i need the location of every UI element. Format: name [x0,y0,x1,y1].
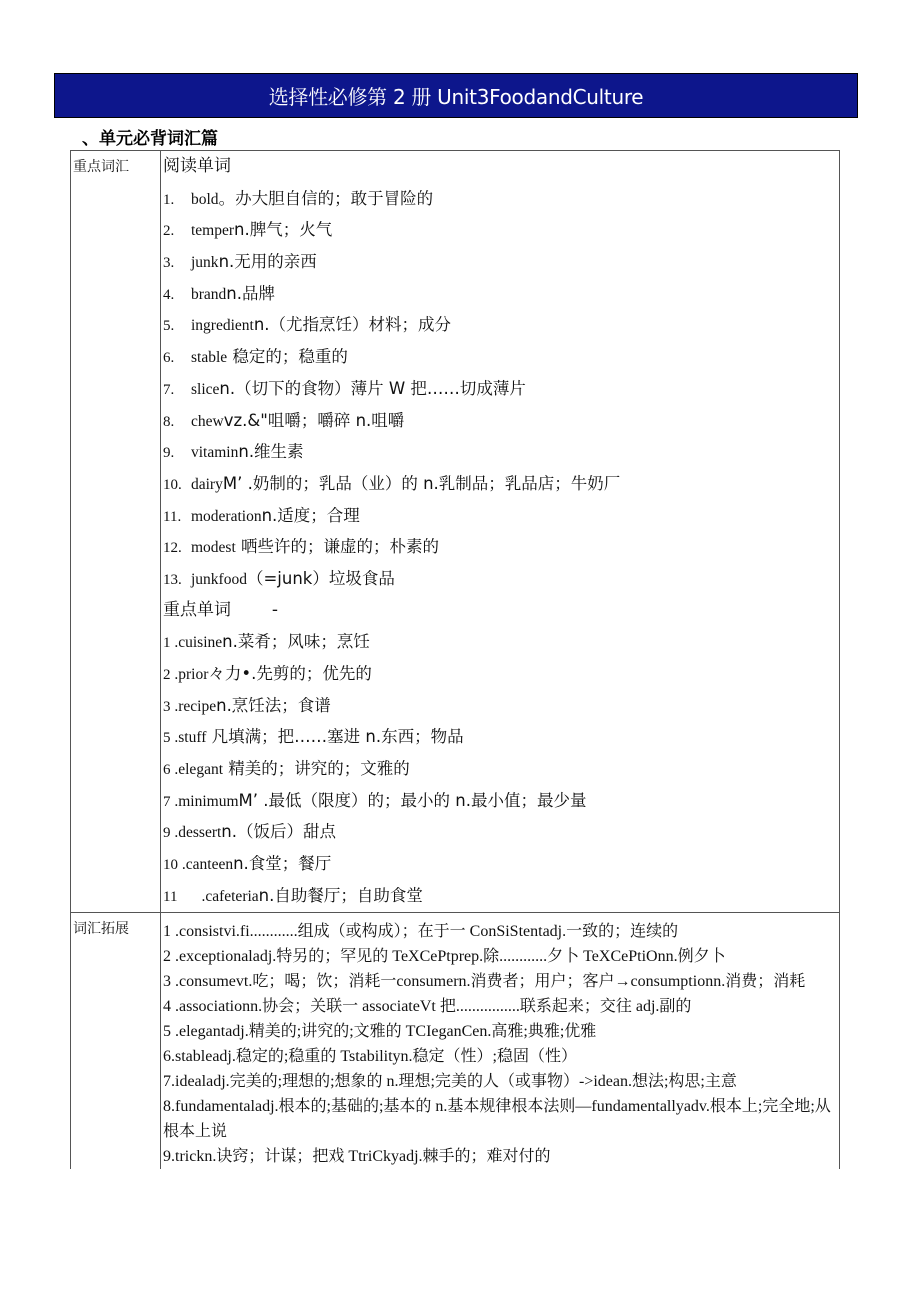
entry-word: .recipe [170,697,217,715]
entry-definition: n.食堂；餐厅 [233,854,332,874]
entry-word: .canteen [178,856,234,874]
entry-definition: n.品牌 [226,283,275,303]
extension-label: 词汇拓展 [71,912,161,1169]
entry-word: .cafeteria [201,887,259,905]
key-words-list [161,626,839,911]
entry-definition: 々力•.先剪的；优先的 [208,664,372,683]
entry-number: 13. [163,571,182,588]
entry-number: 2 [163,667,171,683]
entry-number: 11 [163,888,178,905]
entry-definition: n.无用的亲西 [218,252,317,272]
entry-number: 10. [163,476,182,493]
entry-word: ingredient [191,317,254,335]
entry-definition: M’ .奶制的；乳品（业）的 n.乳制品；乳品店；牛奶厂 [222,473,621,493]
entry-word: moderation [191,507,262,525]
reading-words-list [161,183,839,595]
extension-content [161,912,840,1169]
entry-word: stable [191,349,228,367]
reading-words-heading: 阅读单词 [163,156,231,176]
extension-entry: 9.trickn.诀窍；计谋；把戏 TtriCkyadj.棘手的；难对付的 [163,1147,551,1165]
extension-entry: 3 .consumevt.吃；喝；饮；消耗一consumern.消费者；用户；客户→consumptionn.消费；消耗 [163,972,806,990]
reading-word-entry [161,468,839,500]
entry-word: modest [191,539,236,557]
entry-number: 12. [163,540,182,557]
entry-word: junk [191,254,219,272]
entry-word: vitamin [191,444,239,462]
key-words-heading-text: 重点单词 [163,599,231,620]
entry-definition: M’ .最低（限度）的；最小的 n.最小值；最少量 [238,790,587,810]
vocab-table [70,150,840,1169]
entry-definition: （=junk）垃圾食品 [246,568,395,588]
entry-definition: n.适度；合理 [261,505,360,525]
extension-list [161,913,839,1169]
banner-title: 选择性必修第 2 册 Unit3FoodandCulture [268,85,644,109]
entry-definition: n.脾气；火气 [234,220,333,240]
entry-definition: vz.&"咀嚼；嚼碎 n.咀嚼 [223,410,405,430]
reading-word-entry [161,500,839,532]
entry-number: 6 [163,762,171,779]
reading-word-entry [161,214,839,246]
key-word-entry [161,658,839,690]
core-vocab-label: 重点词汇 [71,151,161,913]
entry-definition: 。办大胆自信的；敢于冒险的 [218,188,434,208]
entry-word: slice [191,380,220,398]
entry-word: .prior [170,666,209,683]
reading-word-entry [161,563,839,595]
core-vocab-content [161,151,840,913]
entry-definition: n.自助餐厅；自助食堂 [258,885,423,905]
entry-word: .dessert [170,824,222,842]
reading-word-entry [161,183,839,215]
entry-word: .cuisine [170,634,223,652]
entry-word: brand [191,285,227,303]
extension-entry: 1 .consistvi.fi............组成（或构成）；在于一 ConSiStentadj.一致的；连续的 [163,922,679,940]
entry-number: 7. [163,381,175,398]
entry-word: chew [191,412,224,430]
key-word-entry [161,753,839,785]
extension-entry: 5 .elegantadj.精美的;讲究的;文雅的 TCIeganCen.高雅;典雅;优雅 [163,1022,597,1040]
entry-definition: n.（切下的食物）薄片 W 把……切成薄片 [219,378,526,398]
extension-entry: 7.idealadj.完美的;理想的;想象的 n.理想;完美的人（或事物）->idean.想法;构思;主意 [163,1072,737,1090]
extension-entry: 4 .associationn.协会；关联一 associateVt 把................联系起来；交往 adj.副的 [163,997,692,1015]
entry-number: 7 [163,793,171,810]
key-word-entry [161,721,839,753]
reading-word-entry [161,373,839,405]
entry-number: 8. [163,413,175,430]
entry-word: .minimum [170,792,239,810]
entry-word: .elegant [170,761,224,779]
core-vocab-row [71,151,840,913]
extension-entry: 2 .exceptionaladj.特另的；罕见的 TeXCePtprep.除............夕卜 TeXCePtiOnn.例夕卜 [163,947,726,965]
extension-row [71,912,840,1169]
reading-word-entry [161,246,839,278]
entry-number: 1 [163,635,171,652]
entry-number: 6. [163,350,175,367]
key-word-entry [161,690,839,722]
entry-definition: 稳定的；稳重的 [227,347,348,367]
entry-number: 11. [163,508,182,525]
entry-number: 5 [163,730,171,747]
reading-word-entry [161,405,839,437]
entry-number: 3 [163,698,171,715]
key-word-entry [161,848,839,880]
entry-word: bold [191,190,219,208]
section-heading: 、单元必背词汇篇 [82,129,218,149]
entry-number: 10 [163,857,178,874]
key-word-entry [161,785,839,817]
reading-word-entry [161,309,839,341]
entry-definition: 凡填满；把……塞进 n.东西；物品 [206,727,464,747]
entry-word: dairy [191,475,223,493]
entry-number: 5. [163,318,175,335]
entry-definition: 精美的；讲究的；文雅的 [223,759,410,779]
entry-word: junkfood [191,570,247,588]
entry-definition: 哂些许的；谦虚的；朴素的 [235,537,440,557]
entry-number: 9. [163,445,175,462]
entry-definition: n.（尤指烹饪）材料；成分 [253,315,452,335]
key-words-heading [161,595,839,627]
key-word-entry [161,816,839,848]
entry-definition: n.烹饪法；食谱 [216,695,331,715]
entry-definition: n.菜肴；风味；烹饪 [222,632,370,652]
key-word-entry [161,880,839,912]
reading-word-entry [161,436,839,468]
entry-number: 3. [163,255,175,272]
entry-definition: n.维生素 [238,442,304,462]
extension-entry: 8.fundamentaladj.根本的;基础的;基本的 n.基本规律根本法则—fundamentallyadv.根本上;完全地;从根本上说 [163,1097,831,1140]
key-word-entry [161,626,839,658]
reading-word-entry [161,278,839,310]
entry-word: temper [191,222,235,240]
reading-word-entry [161,341,839,373]
entry-number: 2. [163,223,175,240]
entry-definition: n.（饭后）甜点 [221,822,336,842]
entry-number: 4. [163,286,175,303]
reading-word-entry [161,531,839,563]
extension-entry: 6.stableadj.稳定的;稳重的 Tstabilityn.稳定（性）;稳固（性） [163,1047,577,1065]
title-banner [54,73,858,118]
entry-word: .stuff [170,729,207,747]
entry-number: 1. [163,191,175,208]
entry-number: 9 [163,825,171,842]
key-words-heading-mark: - [271,599,278,620]
